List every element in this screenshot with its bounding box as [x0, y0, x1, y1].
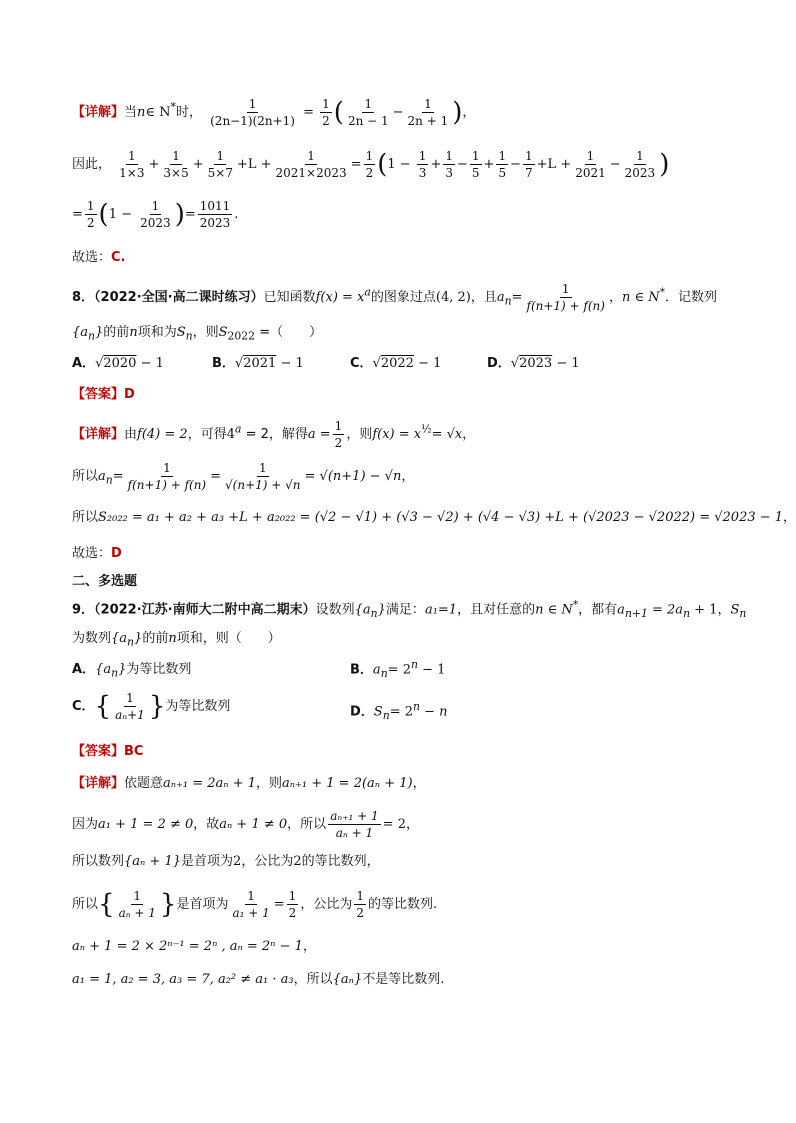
q8-detail-line3: 所以S₂₀₂₂ = a₁ + a₂ + a₃ +L + a₂₀₂₂ = (√2 − √1) + (√3 − √2) + (√4 − √3) +L + (√2023 − √2022) = √2023 − 1， — [72, 510, 796, 525]
q8-option-a[interactable]: A．√2020 − 1 — [72, 356, 164, 371]
q8-option-c[interactable]: C．√2022 − 1 — [350, 356, 442, 371]
section-title: 二、多选题 — [72, 574, 138, 589]
q8-choose-line: 故选：D — [72, 546, 122, 561]
q9-option-c[interactable]: C．{ $\frac{1}{\text{aₙ+1}}$ }为等比数列 — [72, 691, 231, 722]
q9-detail-line5: aₙ + 1 = 2 × 2ⁿ⁻¹ = 2ⁿ , aₙ = 2ⁿ − 1， — [72, 939, 316, 954]
q9-detail-line4: 所以{ $\frac{1}{\text{aₙ + 1}}$ }是首项为 $\frac{1}{\text{a₁ + 1}}$ = $\frac{1}{2}$ ，公比为 $\frac{1}{2}$ 的等比数列. — [72, 889, 438, 920]
q8-answer-line — [72, 383, 135, 402]
when-text: 当 — [124, 105, 138, 120]
q9-option-b[interactable]: B．$a_n= 2^n - 1$ — [350, 658, 446, 680]
q9-detail-line3: 所以数列{aₙ + 1}是首项为2，公比为2的等比数列， — [72, 854, 380, 869]
q7-detail-line: 【详解】当n∈ N*时， $\frac{1}{(2n-1)(2n+1)}$ = $\frac{1}{2}$ ( $\frac{1}{2n - 1}$ − $\frac{1}{2n + 1}$ )， — [72, 97, 476, 128]
half-fraction: $\frac{1}{2}$ — [322, 97, 330, 128]
q9-stem-line2: 为数列$\{a_n\}$的前n项和，则（ ） — [72, 631, 281, 649]
q8-detail-line2: 所以$a_n=$ $\frac{1}{f(n+1) + f(n)}$ = $\frac{1}{√(n+1) + √n}$ = √(n+1) − √n， — [72, 461, 415, 492]
q7-result-line: = $\frac{1}{2}$ (1 − $\frac{1}{2023}$ )= $\frac{1011}{2023}$ . — [72, 199, 239, 230]
q8-detail-line1: 【详解】由f(4) = 2，可得$4^a = 2$，解得a = $\frac{1}{2}$ ，则$f(x) = x^{\frac{1}{2}}= √x$， — [72, 419, 476, 450]
q8-stem-line1: 8．（2022·全国·高二课时练习）已知函数$f(x) = x^a$的图象过点(4, 2)，且$a_n=$ $\frac{1}{f(n+1) + f(n)}$ ，n ∈ N*．记数列 — [72, 282, 718, 313]
q8-option-d[interactable]: D．√2023 − 1 — [487, 356, 580, 371]
answer-value: BC — [124, 744, 144, 759]
answer-value: D — [124, 387, 135, 402]
q9-stem-line1: 9．（2022·江苏·南师大二附中高二期末）设数列$\{a_n\}$满足：a₁=1，且对任意的n ∈ N*，都有$a_{n+1} = 2a_n + 1$，$S_n$ — [72, 598, 747, 620]
question-source: （2022·江苏·南师大二附中高二期末） — [94, 602, 316, 618]
q7-therefore-line: 因此， $\frac{1}{1\times 3}$ + $\frac{1}{3\times 5}$ + $\frac{1}{5\times 7}$ +L + $\frac{1}{2021\times 2023}$ = $\frac{1}{2}$ (1 − $\frac{1}{3}$ + $\frac{1}{3}$ − $\frac{1}{5}$ + $\frac{1}{5}$ − $\frac{1}{7}$ +L + $\frac{1}{2021}$ − $\frac{1}{2023}$ ) — [72, 149, 670, 180]
q8-option-b[interactable]: B．√2021 − 1 — [212, 356, 304, 371]
q9-answer-line: 【答案】BC — [72, 744, 144, 759]
q8-stem-line2: $\{a_n\}$的前n项和为$S_n$，则$S_{2022}$ =（ ） — [72, 325, 323, 343]
question-number: 8． — [72, 290, 95, 305]
left-fraction: $\frac{1}{(2n-1)(2n+1)}$ — [210, 97, 295, 128]
detail-tag: 【详解】 — [72, 105, 125, 120]
answer-tag: 【答案】 — [72, 387, 125, 402]
q7-choose-line: 故选：C. — [72, 250, 126, 265]
question-source: （2022·全国·高二课时练习） — [94, 290, 264, 305]
q9-detail-line2: 因为a₁ + 1 = 2 ≠ 0，故aₙ + 1 ≠ 0，所以 $\frac{\text{aₙ₊₁ + 1}}{\text{aₙ + 1}}$ = 2， — [72, 809, 419, 840]
q9-option-d[interactable]: D．$S_n= 2^n - n$ — [350, 700, 448, 722]
q9-detail-line1: 【详解】依题意aₙ₊₁ = 2aₙ + 1，则aₙ₊₁ + 1 = 2(aₙ + 1)， — [72, 776, 426, 791]
q9-option-a[interactable]: A．$\{a_n\}$为等比数列 — [72, 662, 192, 680]
choose-value: C. — [111, 250, 126, 265]
q9-detail-line6: a₁ = 1, a₂ = 3, a₃ = 7, a₂² ≠ a₁ · a₃，所以{aₙ}不是等比数列. — [72, 972, 445, 987]
